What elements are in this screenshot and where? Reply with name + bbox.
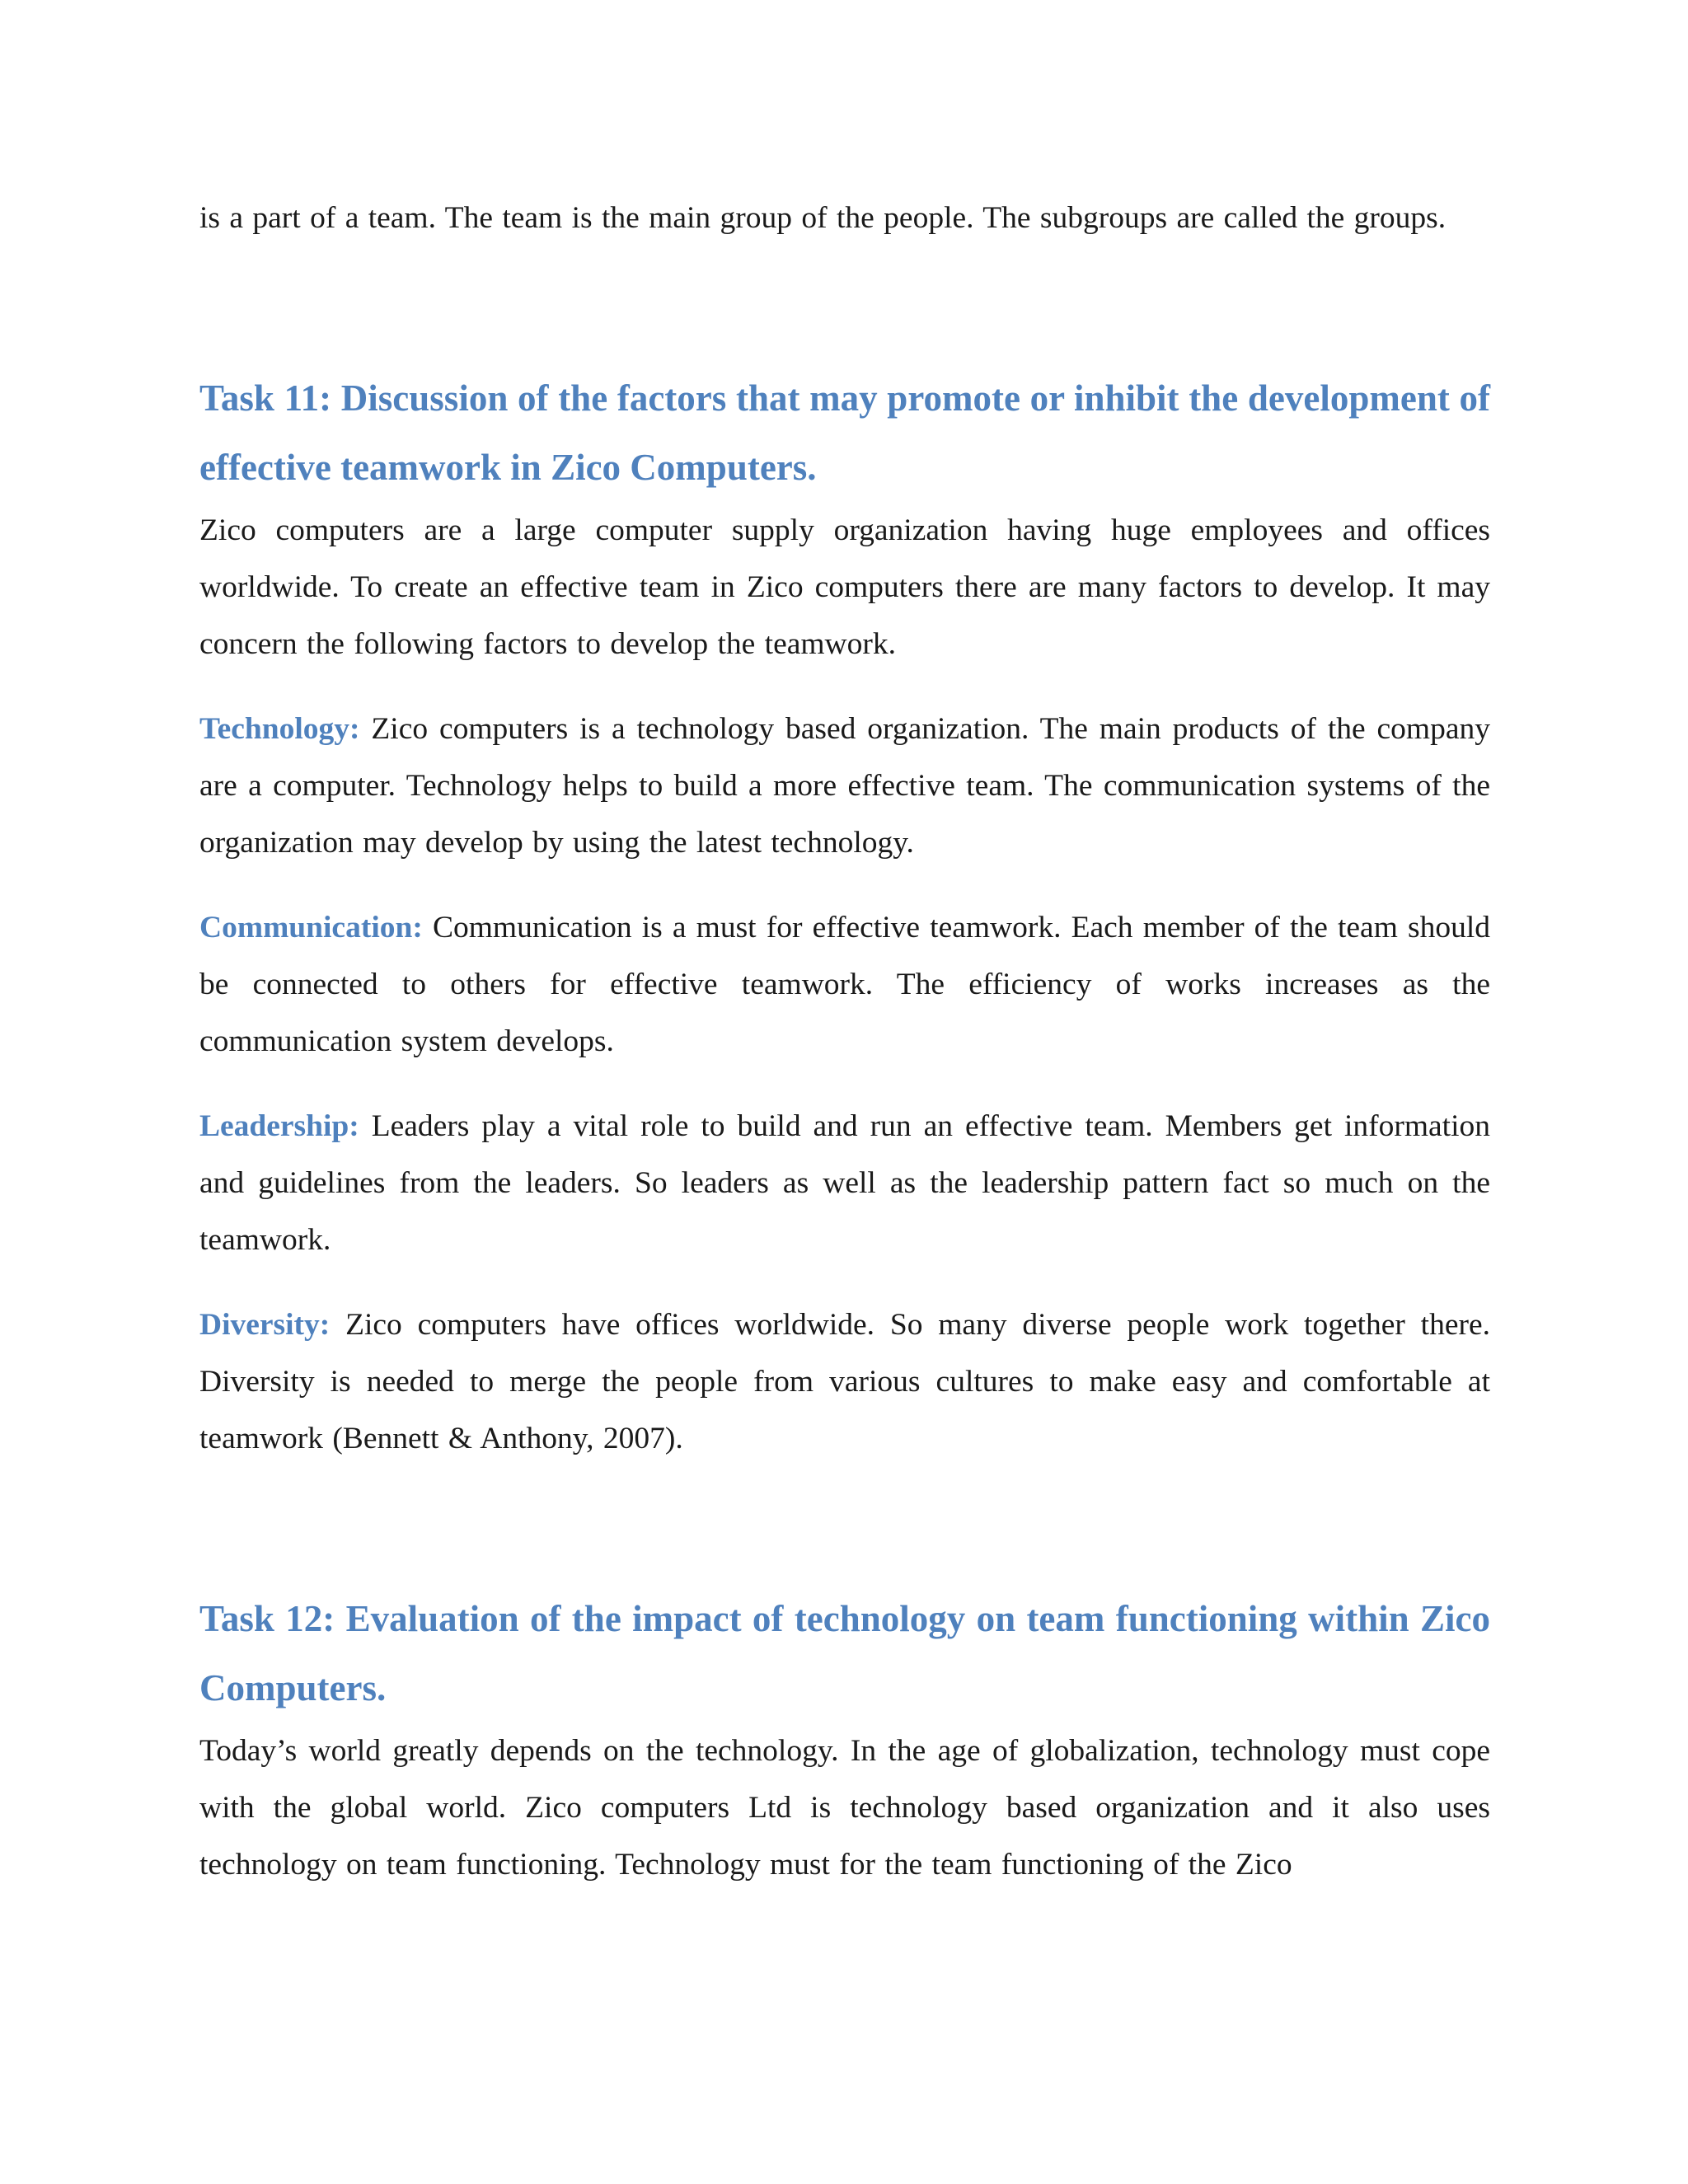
page-content: [199, 190, 1490, 1893]
factor-leadership-label: Leadership:: [199, 1109, 359, 1143]
factor-technology: [199, 701, 1490, 871]
task12-heading: Task 12: Evaluation of the impact of technology on team functioning within Zico Computers.: [199, 1598, 1490, 1708]
factor-technology-label: Technology:: [199, 712, 360, 746]
intro-paragraph: is a part of a team. The team is the main group of the people. The subgroups are called the groups.: [199, 201, 1447, 235]
factor-leadership: [199, 1098, 1490, 1268]
factor-diversity-text: Zico computers have offices worldwide. So many diverse people work together there. Diversity is needed to merge the people from various cultures to make easy and comfortable at teamwork (Bennett & Anthony, 2007).: [199, 1308, 1490, 1455]
factor-communication-text: Communication is a must for effective teamwork. Each member of the team should be connected to others for effective teamwork. The efficiency of works increases as the communication system develops.: [199, 911, 1491, 1058]
task11-heading: Task 11: Discussion of the factors that may promote or inhibit the development of effective teamwork in Zico Computers.: [199, 377, 1490, 488]
factor-diversity-label: Diversity:: [199, 1308, 331, 1342]
factor-technology-text: Zico computers is a technology based organization. The main products of the company are a computer. Technology helps to build a more effective team. The communication systems of the organization may develop by using the latest technology.: [199, 712, 1490, 860]
factor-communication: [199, 899, 1490, 1070]
task12-paragraph: Today’s world greatly depends on the technology. In the age of globalization, technology must cope with the global world. Zico computers Ltd is technology based organization and it also uses technology on team functioning. Technology must for the team functioning of the Zico: [199, 1734, 1490, 1882]
factor-leadership-text: Leaders play a vital role to build and run an effective team. Members get information and guidelines from the leaders. So leaders as well as the leadership pattern fact so much on the teamwork.: [199, 1109, 1490, 1257]
task11-intro-paragraph: Zico computers are a large computer supply organization having huge employees and offices worldwide. To create an effective team in Zico computers there are many factors to develop. It may concern the following factors to develop the teamwork.: [199, 513, 1490, 661]
factor-communication-label: Communication:: [199, 911, 423, 944]
factor-diversity: [199, 1296, 1490, 1467]
